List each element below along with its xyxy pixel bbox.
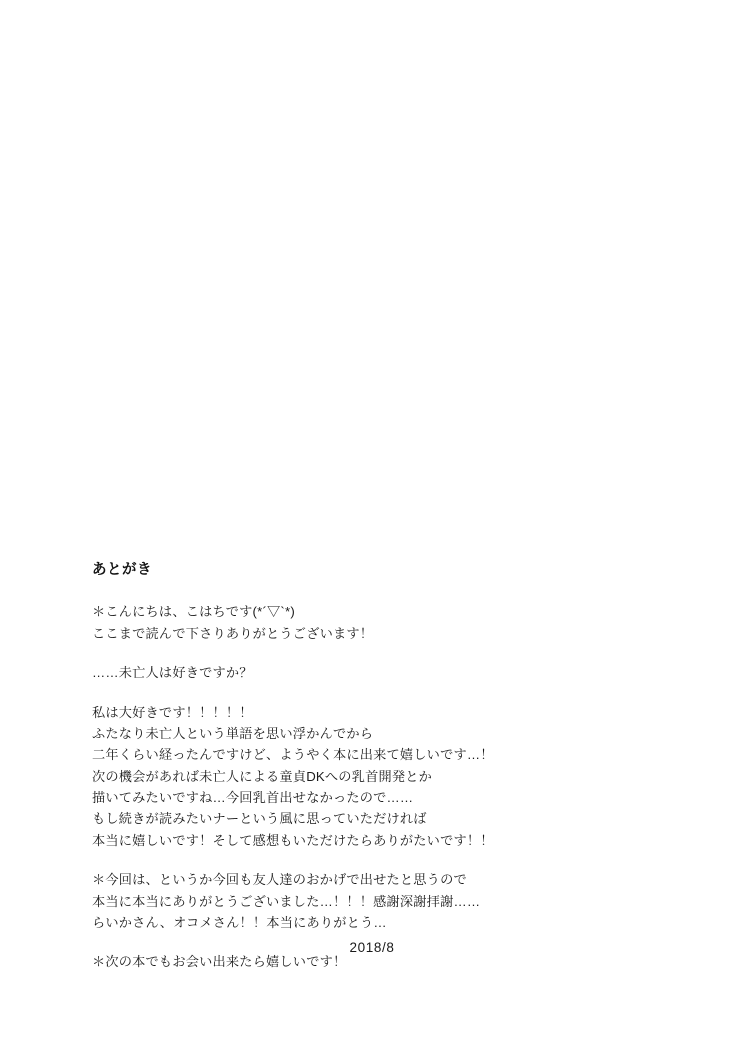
text-line: ……未亡人は好きですか？ xyxy=(92,665,253,681)
text-line: 本当に本当にありがとうございました…！！！感謝深謝拝謝…… xyxy=(92,893,481,909)
text-block-question xyxy=(92,662,652,683)
text-line: 私は大好きです！！！！！ xyxy=(92,704,253,720)
text-line: 次の機会があれば未亡人による童貞DKへの乳首開発とか xyxy=(92,768,433,784)
page-title: あとがき xyxy=(92,562,152,578)
text-line: もし続きが読みたいナーという風に思っていただければ xyxy=(92,811,427,827)
text-block-main-body xyxy=(92,702,652,852)
text-line: ふたなり未亡人という単語を思い浮かんでから xyxy=(92,725,374,741)
text-line: ＊こんにちは、こはちです(*´▽`*) xyxy=(92,604,295,620)
text-line: ＊次の本でもお会い出来たら嬉しいです！ xyxy=(92,954,347,970)
text-line: 二年くらい経ったんですけど、ようやく本に出来て嬉しいです…！ xyxy=(92,747,494,763)
text-line: らいかさん、オコメさん！！本当にありがとう… xyxy=(92,914,387,930)
text-block-greeting xyxy=(92,601,652,644)
text-line: 描いてみたいですね…今回乳首出せなかったので…… xyxy=(92,790,414,806)
text-line: ここまで読んで下さりありがとうございます！ xyxy=(92,625,374,641)
text-block-thanks xyxy=(92,869,652,933)
text-line: ＊今回は、というか今回も友人達のおかげで出せたと思うので xyxy=(92,872,467,888)
publication-date: 2018/8 xyxy=(349,940,395,955)
afterword-section xyxy=(92,562,652,991)
text-line: 本当に嬉しいです！そして感想もいただけたらありがたいです！！ xyxy=(92,832,494,848)
